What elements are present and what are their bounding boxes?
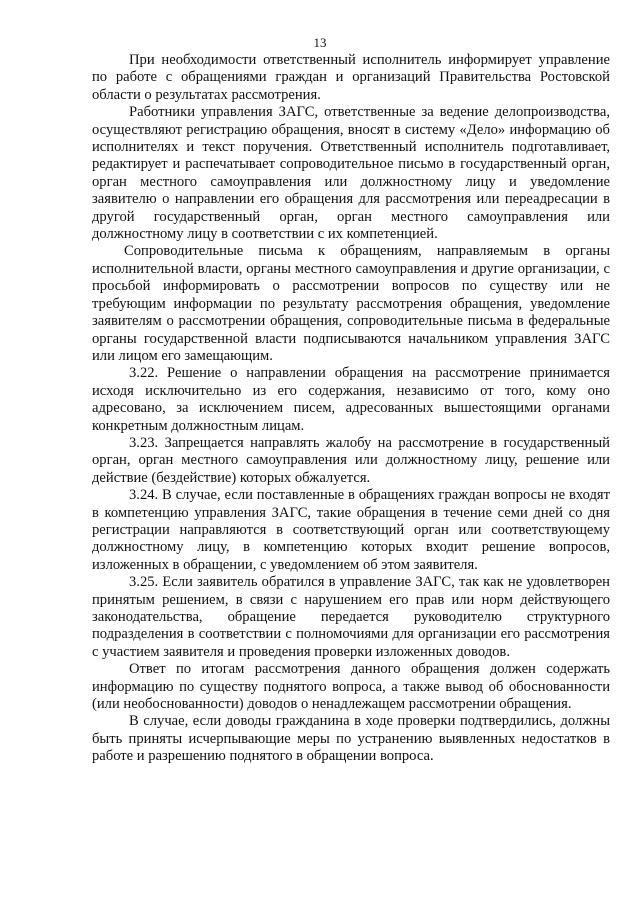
paragraph-registration: Работники управления ЗАГС, ответственные за ведение делопроизводства, осуществляют регистрацию обращения, вносят в систему «Дело» информацию об исполнителях и текст поручения. Ответственный исполнитель подготавливает, редактирует и распечатывает сопроводительное письмо в государственный орган, орган местного самоуправления или должностному лицу и уведомление заявителю о направлении его обращения для рассмотрения или переадресации в другой государственный орган, орган местного самоуправления или должностному лицу в соответствии с их компетенцией. [92, 104, 610, 243]
document-body [92, 52, 610, 766]
paragraph-response-content: Ответ по итогам рассмотрения данного обращения должен содержать информацию по существу поднятого вопроса, а также вывод об обоснованности (или необоснованности) доводов о ненадлежащем рассмотрении обращения. [92, 661, 610, 713]
paragraph-3-23: 3.23. Запрещается направлять жалобу на рассмотрение в государственный орган, орган местного самоуправления или должностному лицу, решение или действие (бездействие) которых обжалуется. [92, 434, 610, 486]
paragraph-confirmed-arguments: В случае, если доводы гражданина в ходе проверки подтвердились, должны быть приняты исчерпывающие меры по устранению выявленных недостатков в работе и разрешению поднятого в обращении вопроса. [92, 713, 610, 765]
paragraph-cover-letters: Сопроводительные письма к обращениям, направляемым в органы исполнительной власти, органы местного самоуправления и другие организации, с просьбой информировать о рассмотрении вопросов по существу или не требующим информации по результату рассмотрения обращения, уведомление заявителям о рассмотрении обращения, сопроводительные письма в федеральные органы государственной власти подписываются начальником управления ЗАГС или лицом его замещающим. [92, 243, 610, 364]
paragraph-3-22: 3.22. Решение о направлении обращения на рассмотрение принимается исходя исключительно из его содержания, независимо от того, кому оно адресовано, за исключением писем, адресованных вышестоящими органами конкретным должностным лицам. [92, 365, 610, 434]
page-number: 13 [313, 35, 327, 50]
paragraph-inform-management: При необходимости ответственный исполнитель информирует управление по работе с обращениями граждан и организаций Правительства Ростовской области о результатах рассмотрения. [92, 52, 610, 103]
paragraph-3-24: 3.24. В случае, если поставленные в обращениях граждан вопросы не входят в компетенцию управления ЗАГС, такие обращения в течение семи дней со дня регистрации направляются в соответствующий орган или соответствующему должностному лицу, в компетенцию которых входит решение вопросов, изложенных в обращении, с уведомлением об этом заявителя. [92, 487, 610, 573]
paragraph-3-25: 3.25. Если заявитель обратился в управление ЗАГС, так как не удовлетворен принятым решением, в связи с нарушением его прав или норм действующего законодательства, обращение передается руководителю структурного подразделения в соответствии с полномочиями для организации его рассмотрения с участием заявителя и проведения проверки изложенных доводов. [92, 574, 610, 660]
